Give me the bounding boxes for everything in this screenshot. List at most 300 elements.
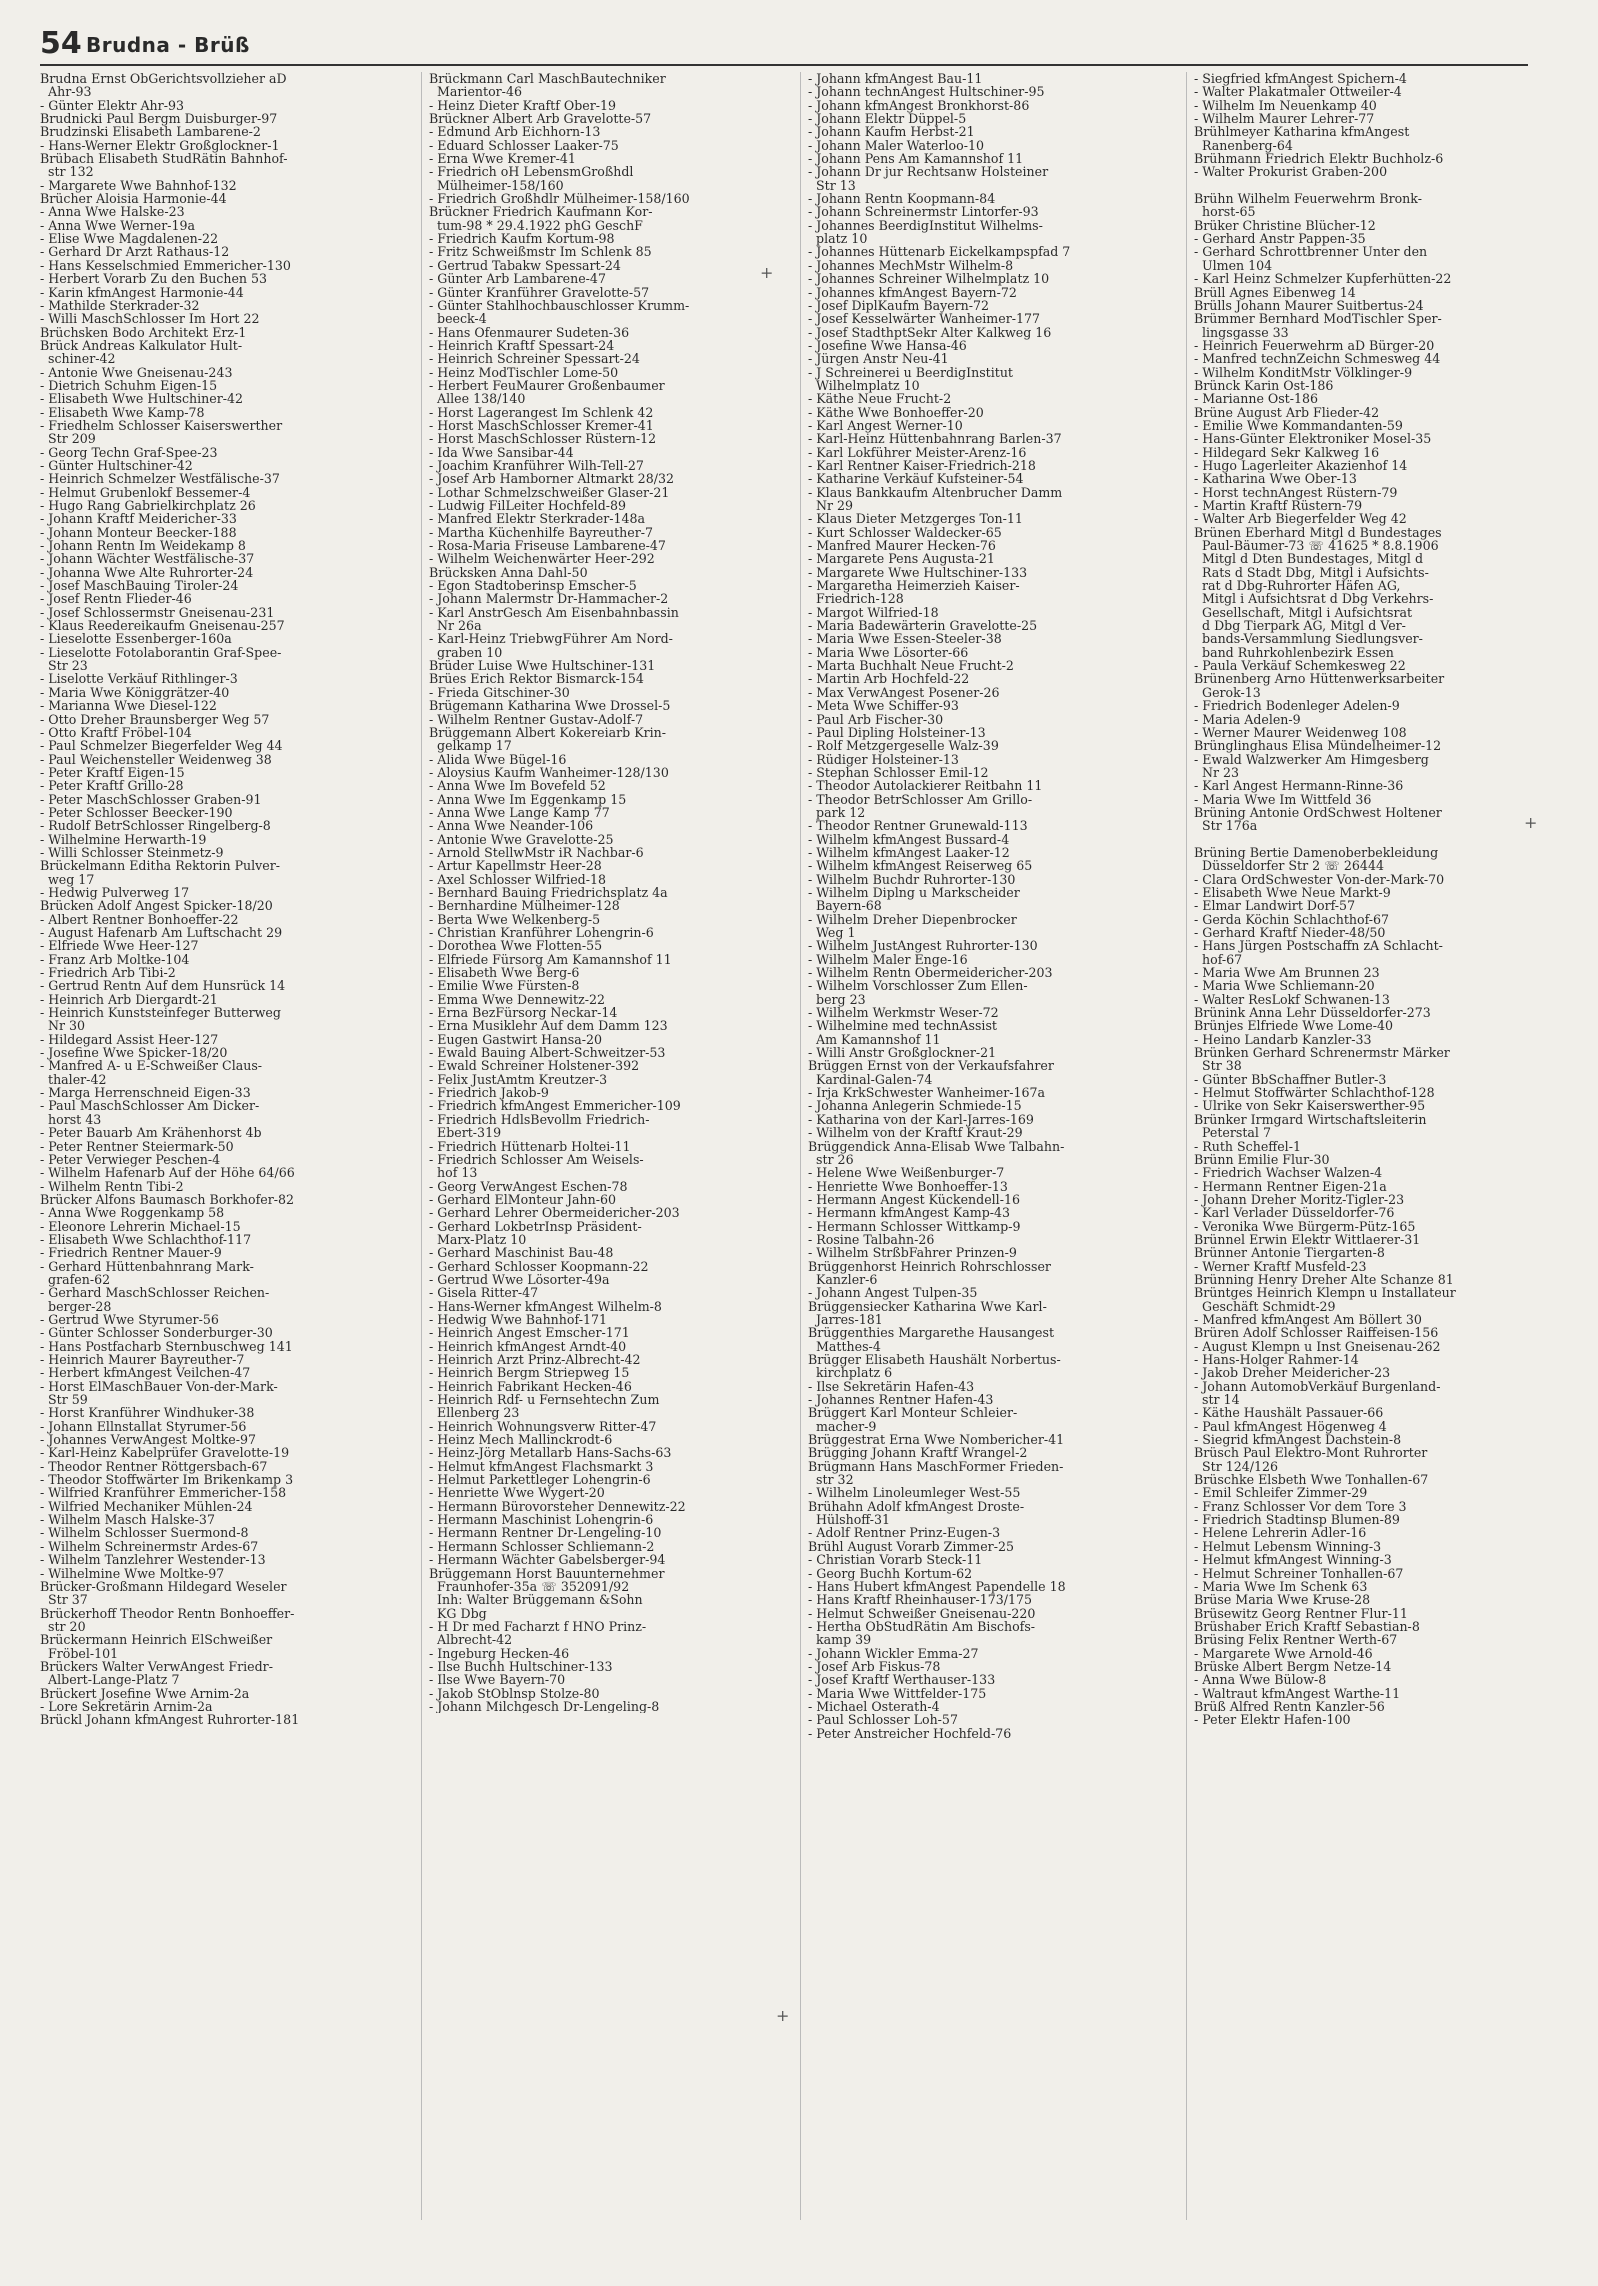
directory-entry: - Lore Sekretärin Arnim-2a (40, 1698, 213, 1714)
directory-entry: Brünink Anna Lehr Düsseldorfer-273 (1194, 1005, 1431, 1021)
directory-entry: Rats d Stadt Dbg, Mitgl i Aufsichts- (1194, 564, 1429, 580)
directory-entry: - Günter Elektr Ahr-93 (40, 97, 184, 113)
directory-entry: Wilhelmplatz 10 (808, 377, 920, 393)
page-number: 54 (40, 26, 82, 61)
directory-entry: - Karl Verlader Düsseldorfer-76 (1194, 1205, 1395, 1221)
directory-entry: - Anna Wwe Im Bovefeld 52 (429, 778, 606, 794)
directory-entry: - Walter ResLokf Schwanen-13 (1194, 991, 1390, 1007)
directory-entry: - Margarete Pens Augusta-21 (808, 551, 995, 567)
directory-entry: - Helmut Schweißer Gneisenau-220 (808, 1605, 1036, 1621)
directory-entry: - Martha Küchenhilfe Bayreuther-7 (429, 524, 653, 540)
directory-entry: Brüning Bertie Damenoberbekleidung (1194, 844, 1439, 860)
directory-entry: - Heinrich Schmelzer Westfälische-37 (40, 471, 280, 487)
directory-entry: - Helmut kfmAngest Winning-3 (1194, 1552, 1392, 1568)
directory-entry: - Hans-Holger Rahmer-14 (1194, 1352, 1359, 1367)
directory-entry: - Manfred technZeichn Schmesweg 44 (1194, 351, 1441, 367)
directory-entry: Brüsewitz Georg Rentner Flur-11 (1194, 1605, 1408, 1621)
directory-entry: Brünnel Erwin Elektr Wittlaerer-31 (1194, 1231, 1421, 1247)
directory-entry: - Paula Verkäuf Schemkesweg 22 (1194, 658, 1406, 674)
directory-entry: - Meta Wwe Schiffer-93 (808, 698, 959, 714)
plus-mark: + (776, 2006, 790, 2025)
directory-entry: - Walter Prokurist Graben-200 (1194, 164, 1388, 180)
directory-entry: - Manfred Elektr Sterkrader-148a (429, 511, 646, 527)
directory-entry: Nr 23 (1194, 764, 1240, 780)
directory-entry: Marx-Platz 10 (429, 1231, 527, 1247)
directory-entry: berger-28 (40, 1298, 112, 1314)
directory-entry: - Maria Wwe Wittfelder-175 (808, 1685, 987, 1701)
directory-entry: - Friedrich kfmAngest Emmericher-109 (429, 1098, 681, 1114)
directory-entry: - Artur Kapellmstr Heer-28 (429, 858, 602, 874)
directory-entry: - Heinrich Bergm Striepweg 15 (429, 1365, 630, 1381)
directory-entry: - Georg Buchh Kortum-62 (808, 1565, 973, 1581)
directory-entry: - Marianne Ost-186 (1194, 391, 1319, 407)
directory-entry: - Maria Wwe Essen-Steeler-38 (808, 631, 1002, 647)
directory-entry: - Johannes VerwAngest Moltke-97 (40, 1432, 257, 1448)
directory-entry: - Johann technAngest Hultschiner-95 (808, 84, 1045, 100)
directory-entry: - Lieselotte Fotolaborantin Graf-Spee- (40, 644, 282, 660)
directory-entry: - Manfred Maurer Hecken-76 (808, 538, 996, 554)
directory-entry: - Johann Angest Tulpen-35 (808, 1285, 978, 1301)
directory-entry: - Johann Ellnstallat Styrumer-56 (40, 1418, 247, 1434)
directory-entry: Peterstal 7 (1194, 1125, 1271, 1141)
directory-entry: - Gerhard Anstr Pappen-35 (1194, 231, 1366, 247)
directory-entry: Matthes-4 (808, 1338, 881, 1354)
directory-entry: Nr 26a (429, 618, 482, 634)
directory-entry: Brücken Adolf Angest Spicker-18/20 (40, 898, 273, 914)
directory-entry: tum-98 * 29.4.1922 phG GeschF (429, 217, 643, 233)
directory-entry: - Dietrich Schuhm Eigen-15 (40, 377, 218, 393)
directory-entry: - Friedrich HdlsBevollm Friedrich- (429, 1111, 650, 1127)
directory-entry: Brüggemann Albert Kokereiarb Krin- (429, 724, 667, 740)
directory-entry: str 20 (40, 1618, 86, 1634)
directory-entry: - Josef DiplKaufm Bayern-72 (808, 297, 990, 313)
directory-entry: - Heinrich Angest Emscher-171 (429, 1325, 630, 1341)
directory-entry: - Josef Rentn Flieder-46 (40, 591, 192, 607)
directory-entry: Str 176a (1194, 818, 1258, 834)
directory-entry: - Heinz-Jörg Metallarb Hans-Sachs-63 (429, 1445, 672, 1461)
directory-entry: - Paul Weichensteller Weidenweg 38 (40, 751, 272, 767)
directory-entry: - Heinrich Kunststeinfeger Butterweg (40, 1005, 281, 1021)
directory-entry: - Paul Schlosser Loh-57 (808, 1712, 958, 1728)
directory-entry: - Wilhelm kfmAngest Laaker-12 (808, 844, 1010, 860)
directory-entry: - Johann Milchgesch Dr-Lengeling-8 (429, 1698, 660, 1714)
directory-entry: Brüne August Arb Flieder-42 (1194, 404, 1380, 420)
directory-entry: - Gertrud Tabakw Spessart-24 (429, 257, 621, 273)
directory-entry: - Heinrich kfmAngest Arndt-40 (429, 1338, 627, 1354)
directory-entry: - Josefine Wwe Hansa-46 (808, 337, 967, 353)
directory-entry: - Anna Wwe Im Eggenkamp 15 (429, 791, 627, 807)
directory-entry: Ellenberg 23 (429, 1405, 520, 1421)
directory-entry: Brünjes Elfriede Wwe Lome-40 (1194, 1018, 1394, 1034)
directory-entry: - Henriette Wwe Wygert-20 (429, 1485, 605, 1501)
column-divider (800, 72, 801, 2220)
directory-entry: - Johann Rentn Koopmann-84 (808, 191, 996, 207)
directory-entry: - Wilhelm Masch Halske-37 (40, 1512, 215, 1528)
directory-entry: Brüggestrat Erna Wwe Nombericher-41 (808, 1432, 1065, 1448)
directory-entry: - Siegrid kfmAngest Dachstein-8 (1194, 1432, 1402, 1448)
directory-entry: - Rosine Talbahn-26 (808, 1231, 935, 1247)
directory-entry: - Wilhelm von der Kraftf Kraut-29 (808, 1125, 1023, 1141)
directory-entry: - Hermann Bürovorsteher Dennewitz-22 (429, 1498, 686, 1514)
directory-entry: - Ilse Wwe Bayern-70 (429, 1672, 566, 1688)
directory-entry: Brückermann Heinrich ElSchweißer (40, 1632, 273, 1648)
directory-entry: - Axel Schlosser Wilfried-18 (429, 871, 607, 887)
directory-entry: - Elfriede Fürsorg Am Kamannshof 11 (429, 951, 672, 967)
directory-entry: - Heinz Mech Mallinckrodt-6 (429, 1432, 613, 1448)
directory-entry: Brühn Wilhelm Feuerwehrm Bronk- (1194, 191, 1422, 207)
plus-mark: + (760, 263, 774, 282)
directory-entry: - Ida Wwe Sansibar-44 (429, 444, 574, 460)
directory-entry: Brünner Antonie Tiergarten-8 (1194, 1245, 1385, 1261)
directory-entry: - Helmut Grubenlokf Bessemer-4 (40, 484, 251, 500)
directory-entry: Brühl August Vorarb Zimmer-25 (808, 1538, 1014, 1554)
directory-entry: - Hans Kraftf Rheinhauser-173/175 (808, 1592, 1033, 1608)
directory-entry: - Friedrich oH LebensmGroßhdl (429, 164, 634, 180)
directory-entry: Brücksken Anna Dahl-50 (429, 564, 588, 580)
directory-entry: Brüll Agnes Eibenweg 14 (1194, 284, 1356, 300)
directory-entry: - Wilhelm Rentn Tibi-2 (40, 1178, 184, 1194)
directory-entry: Brüder Luise Wwe Hultschiner-131 (429, 658, 656, 674)
directory-entry: - Wilhelm Tanzlehrer Westender-13 (40, 1552, 266, 1568)
directory-entry: - Heinrich Schreiner Spessart-24 (429, 351, 640, 367)
directory-entry: Brühahn Adolf kfmAngest Droste- (808, 1498, 1025, 1514)
directory-entry: - Friedrich Großhdlr Mülheimer-158/160 (429, 191, 690, 207)
directory-entry: park 12 (808, 804, 866, 820)
directory-entry: - Hildegard Assist Heer-127 (40, 1031, 219, 1047)
directory-entry: - Maria Wwe Lösorter-66 (808, 644, 969, 660)
directory-entry: - Johann Elektr Düppel-5 (808, 111, 967, 127)
directory-entry: Gesellschaft, Mitgl i Aufsichtsrat (1194, 604, 1413, 620)
directory-entry: - Ruth Scheffel-1 (1194, 1138, 1301, 1154)
directory-entry: - Helene Lehrerin Adler-16 (1194, 1525, 1367, 1541)
directory-entry: - Clara OrdSchwester Von-der-Mark-70 (1194, 871, 1445, 887)
directory-entry: - Wilhelm Rentn Obermeidericher-203 (808, 965, 1053, 981)
directory-entry: - Elisabeth Wwe Kamp-78 (40, 404, 205, 420)
directory-entry: - Herbert kfmAngest Veilchen-47 (40, 1365, 251, 1381)
directory-entry: - Wilhelm JustAngest Ruhrorter-130 (808, 938, 1038, 954)
directory-entry: - Friedrich Wachser Walzen-4 (1194, 1165, 1383, 1181)
directory-entry: - Friedhelm Schlosser Kaiserswerther (40, 417, 283, 433)
directory-entry: - Käthe Haushält Passauer-66 (1194, 1405, 1384, 1421)
directory-entry: - Rüdiger Holsteiner-13 (808, 751, 959, 767)
directory-entry: graben 10 (429, 644, 503, 660)
directory-entry: - Karin kfmAngest Harmonie-44 (40, 284, 244, 300)
directory-entry: gelkamp 17 (429, 738, 512, 754)
directory-entry: - Katharine Verkäuf Kufsteiner-54 (808, 471, 1024, 487)
directory-entry: Brünn Emilie Flur-30 (1194, 1151, 1330, 1167)
directory-entry: - Wilhelm Im Neuenkamp 40 (1194, 97, 1377, 113)
directory-entry: - Karl Lokführer Meister-Arenz-16 (808, 444, 1027, 460)
directory-entry: horst 43 (40, 1111, 102, 1127)
directory-entry: d Dbg Tierpark AG, Mitgl d Ver- (1194, 618, 1406, 634)
directory-entry: - Johannes kfmAngest Bayern-72 (808, 284, 1017, 300)
directory-entry: - Hermann Rentner Dr-Lengeling-10 (429, 1525, 662, 1541)
directory-entry: - Ingeburg Hecken-46 (429, 1645, 570, 1661)
directory-entry: Brücher Aloisia Harmonie-44 (40, 191, 227, 207)
directory-entry: - Helene Wwe Weißenburger-7 (808, 1165, 1005, 1181)
directory-entry: - Hans Jürgen Postschaffn zA Schlacht- (1194, 938, 1443, 954)
directory-entry: - Hans-Günter Elektroniker Mosel-35 (1194, 431, 1432, 447)
directory-entry: - Jakob StOblnsp Stolze-80 (429, 1685, 600, 1701)
directory-entry: Str 38 (1194, 1058, 1242, 1074)
directory-entry: - Walter Arb Biegerfelder Weg 42 (1194, 511, 1407, 527)
directory-entry: thaler-42 (40, 1071, 107, 1087)
directory-entry: - Johanna Anlegerin Schmiede-15 (808, 1098, 1022, 1114)
directory-entry: Brückert Josefine Wwe Arnim-2a (40, 1685, 250, 1701)
directory-entry: Ranenberg-64 (1194, 137, 1293, 153)
directory-entry: - Wilhelm Weichenwärter Heer-292 (429, 551, 655, 567)
directory-entry: - Johann Kaufm Herbst-21 (808, 124, 975, 140)
directory-column-4 (1194, 72, 1562, 1727)
directory-entry: - Heinrich Feuerwehrm aD Bürger-20 (1194, 337, 1435, 353)
directory-entry: - Wilhelm kfmAngest Bussard-4 (808, 831, 1010, 847)
directory-entry: Gerok-13 (1194, 684, 1261, 700)
directory-entry: - Günter Kranführer Gravelotte-57 (429, 284, 650, 300)
directory-entry: Brülls Johann Maurer Suitbertus-24 (1194, 297, 1424, 313)
directory-entry: - Ludwig FilLeiter Hochfeld-89 (429, 498, 627, 513)
directory-entry: - Willi Schlosser Steinmetz-9 (40, 844, 224, 860)
directory-entry: - Gerhard Hüttenbahnrang Mark- (40, 1258, 254, 1274)
directory-entry: Mitgl i Aufsichtsrat d Dbg Verkehrs- (1194, 591, 1434, 607)
directory-entry: - Antonie Wwe Gravelotte-25 (429, 831, 614, 847)
directory-entry: - Werner Maurer Weidenweg 108 (1194, 724, 1407, 740)
directory-entry: - Hans Postfacharb Sternbuschweg 141 (40, 1338, 293, 1354)
directory-entry: - Karl-Heinz Kabelprüfer Gravelotte-19 (40, 1445, 290, 1461)
directory-entry: - Hugo Rang Gabrielkirchplatz 26 (40, 498, 256, 513)
directory-entry: - Johann Pens Am Kamannshof 11 (808, 151, 1024, 167)
directory-entry: - Ilse Buchh Hultschiner-133 (429, 1658, 613, 1674)
directory-entry: platz 10 (808, 231, 868, 247)
directory-entry: - Elise Wwe Magdalenen-22 (40, 231, 219, 247)
directory-entry: - Johannes Schreiner Wilhelmplatz 10 (808, 271, 1050, 287)
directory-entry: - Bernhard Bauing Friedrichsplatz 4a (429, 884, 668, 900)
directory-entry: - Johann Wickler Emma-27 (808, 1645, 979, 1661)
directory-entry: Fröbel-101 (40, 1645, 119, 1661)
directory-entry: Ahr-93 (40, 84, 92, 100)
directory-entry: KG Dbg (429, 1605, 487, 1621)
directory-entry: - Johannes Rentner Hafen-43 (808, 1392, 994, 1408)
directory-entry (1194, 179, 1562, 192)
directory-entry: - Maria Adelen-9 (1194, 711, 1301, 727)
directory-entry: schiner-42 (40, 351, 116, 367)
directory-entry: - Margot Wilfried-18 (808, 604, 939, 620)
directory-entry: - Gertrud Wwe Lösorter-49a (429, 1271, 610, 1287)
directory-entry: - Johannes Hüttenarb Eickelkampspfad 7 (808, 244, 1071, 260)
directory-entry: Str 37 (40, 1592, 88, 1608)
directory-entry: Str 209 (40, 431, 96, 447)
directory-entry: - Martin Arb Hochfeld-22 (808, 671, 970, 687)
directory-entry: - Heinrich Rdf- u Fernsehtechn Zum (429, 1392, 660, 1408)
directory-entry: - Heinrich Fabrikant Hecken-46 (429, 1378, 632, 1394)
directory-entry: - Gisela Ritter-47 (429, 1285, 539, 1301)
directory-entry: - Ilse Sekretärin Hafen-43 (808, 1378, 975, 1394)
directory-entry: - Wilhelm Diplng u Markscheider (808, 884, 1020, 900)
directory-entry: macher-9 (808, 1418, 877, 1434)
directory-entry: - Gertrud Rentn Auf dem Hunsrück 14 (40, 978, 286, 994)
directory-entry: Nr 30 (40, 1018, 86, 1034)
directory-entry: grafen-62 (40, 1271, 111, 1287)
directory-entry: - Christian Vorarb Steck-11 (808, 1552, 983, 1568)
directory-entry: - Peter Bauarb Am Krähenhorst 4b (40, 1125, 262, 1141)
directory-entry: - Peter Rentner Steiermark-50 (40, 1138, 234, 1154)
directory-entry: - Henriette Wwe Bonhoeffer-13 (808, 1178, 1008, 1194)
directory-entry: - Horst MaschSchlosser Kremer-41 (429, 417, 654, 433)
directory-entry: Brückner Friedrich Kaufmann Kor- (429, 204, 653, 220)
directory-entry: - Manfred A- u E-Schweißer Claus- (40, 1058, 263, 1074)
directory-column-1 (40, 72, 408, 1727)
directory-entry: - Hildegard Sekr Kalkweg 16 (1194, 444, 1380, 460)
directory-entry: bands-Versammlung Siedlungsver- (1194, 631, 1423, 647)
directory-entry: - Ewald Schreiner Holstener-392 (429, 1058, 640, 1074)
directory-entry: Kanzler-6 (808, 1271, 878, 1287)
directory-entry: - Erna BezFürsorg Neckar-14 (429, 1005, 618, 1021)
directory-entry: - Wilhelm kfmAngest Reiserweg 65 (808, 858, 1033, 874)
directory-entry: - Elmar Landwirt Dorf-57 (1194, 898, 1356, 914)
directory-entry: - Josef Arb Hamborner Altmarkt 28/32 (429, 471, 674, 487)
directory-entry: Geschäft Schmidt-29 (1194, 1298, 1336, 1314)
directory-entry: - Heinrich Wohnungsverw Ritter-47 (429, 1418, 657, 1434)
directory-entry: - Marianna Wwe Diesel-122 (40, 698, 217, 714)
directory-entry: - Paul Arb Fischer-30 (808, 711, 944, 727)
directory-entry: - Peter Kraftf Eigen-15 (40, 764, 185, 780)
directory-entry: - Karl AnstrGesch Am Eisenbahnbassin (429, 604, 679, 620)
directory-entry: - Günter BbSchaffner Butler-3 (1194, 1071, 1387, 1087)
directory-entry: - Kurt Schlosser Waldecker-65 (808, 524, 1002, 540)
directory-entry: - Maria Wwe Im Schenk 63 (1194, 1578, 1368, 1594)
directory-entry: - Wilhelm Dreher Diepenbrocker (808, 911, 1017, 927)
directory-entry (1194, 833, 1562, 846)
directory-entry: - Anna Wwe Roggenkamp 58 (40, 1205, 225, 1221)
directory-entry: - Friedrich Hüttenarb Holtei-11 (429, 1138, 631, 1154)
directory-entry: - Theodor Rentner Röttgersbach-67 (40, 1458, 268, 1474)
directory-entry: - Hans Ofenmaurer Sudeten-36 (429, 324, 630, 340)
directory-entry: - Erna Wwe Kremer-41 (429, 151, 576, 167)
directory-entry: - Egon Stadtoberinsp Emscher-5 (429, 578, 637, 594)
directory-entry: Brüske Albert Bergm Netze-14 (1194, 1658, 1392, 1674)
directory-entry: Brüggensiecker Katharina Wwe Karl- (808, 1298, 1047, 1314)
directory-entry: Brudnicki Paul Bergm Duisburger-97 (40, 111, 278, 127)
directory-entry: Brünen Eberhard Mitgl d Bundestages (1194, 524, 1442, 540)
directory-entry: Marientor-46 (429, 84, 522, 100)
directory-entry: - Ewald Bauing Albert-Schweitzer-53 (429, 1045, 666, 1061)
directory-entry: - Josef Kesselwärter Wanheimer-177 (808, 311, 1041, 327)
directory-entry: - Gerda Köchin Schlachthof-67 (1194, 911, 1390, 927)
directory-entry: - Georg Techn Graf-Spee-23 (40, 444, 218, 460)
directory-entry: Brünck Karin Ost-186 (1194, 377, 1334, 393)
directory-entry: - Marga Herrenschneid Eigen-33 (40, 1085, 251, 1101)
directory-entry: - Johann AutomobVerkäuf Burgenland- (1194, 1378, 1441, 1394)
directory-entry: - Karl Heinz Schmelzer Kupferhütten-22 (1194, 271, 1452, 287)
directory-entry: Brüse Maria Wwe Kruse-28 (1194, 1592, 1371, 1608)
column-divider (1186, 72, 1187, 2220)
directory-entry: Brünken Gerhard Schrenermstr Märker (1194, 1045, 1450, 1061)
directory-entry: - Hugo Lagerleiter Akazienhof 14 (1194, 457, 1408, 473)
directory-entry: - Heinrich Kraftf Spessart-24 (429, 337, 615, 353)
directory-entry: - Wilhelmine Herwarth-19 (40, 831, 207, 847)
directory-entry: - Klaus Dieter Metzgerges Ton-11 (808, 511, 1023, 527)
directory-entry: - Franz Schlosser Vor dem Tore 3 (1194, 1498, 1407, 1514)
directory-entry: - Willi Anstr Großglockner-21 (808, 1045, 997, 1061)
directory-entry: - Günter Stahlhochbauschlosser Krumm- (429, 297, 690, 313)
directory-entry: Str 23 (40, 658, 88, 674)
directory-entry: - Aloysius Kaufm Wanheimer-128/130 (429, 764, 669, 780)
directory-entry: - Hermann Maschinist Lohengrin-6 (429, 1512, 654, 1528)
directory-entry: - Hermann Schlosser Schliemann-2 (429, 1538, 655, 1554)
directory-entry: - Käthe Wwe Bonhoeffer-20 (808, 404, 984, 420)
directory-entry: - Johannes MechMstr Wilhelm-8 (808, 257, 1014, 273)
directory-entry: - Helmut Lebensm Winning-3 (1194, 1538, 1382, 1554)
directory-entry: - Wilhelm Maler Enge-16 (808, 951, 968, 967)
directory-entry: - Heinrich Maurer Bayreuther-7 (40, 1352, 245, 1367)
directory-entry: Brüker Christine Blücher-12 (1194, 217, 1376, 233)
directory-entry: - Friedrich Schlosser Am Weisels- (429, 1151, 644, 1167)
directory-entry: - Anna Wwe Neander-106 (429, 818, 594, 834)
directory-entry: - Hermann Rentner Eigen-21a (1194, 1178, 1387, 1194)
directory-entry: - Josefine Wwe Spicker-18/20 (40, 1045, 228, 1061)
directory-entry: Brüschke Elsbeth Wwe Tonhallen-67 (1194, 1472, 1429, 1488)
directory-entry: - Jürgen Anstr Neu-41 (808, 351, 949, 367)
directory-entry: Brünglinghaus Elisa Mündelheimer-12 (1194, 738, 1442, 754)
directory-entry: - Wilhelmine Wwe Moltke-97 (40, 1565, 225, 1581)
directory-entry: - Peter MaschSchlosser Graben-91 (40, 791, 262, 807)
directory-entry: kamp 39 (808, 1632, 872, 1648)
directory-entry: - Antonie Wwe Gneisenau-243 (40, 364, 233, 380)
directory-entry: - Heino Landarb Kanzler-33 (1194, 1031, 1372, 1047)
directory-entry: - Anna Wwe Lange Kamp 77 (429, 804, 610, 820)
directory-entry: - Horst MaschSchlosser Rüstern-12 (429, 431, 657, 447)
directory-entry: - Karl-Heinz Hüttenbahnrang Barlen-37 (808, 431, 1062, 447)
directory-entry: - Otto Kraftf Fröbel-104 (40, 724, 192, 740)
directory-entry: berg 23 (808, 991, 866, 1007)
directory-entry: - Frieda Gitschiner-30 (429, 684, 570, 700)
directory-entry: - Wilhelm Hafenarb Auf der Höhe 64/66 (40, 1165, 295, 1181)
directory-entry: Jarres-181 (808, 1311, 883, 1327)
directory-entry: - Maria Wwe Im Wittfeld 36 (1194, 791, 1372, 807)
directory-entry: Brüren Adolf Schlosser Raiffeisen-156 (1194, 1325, 1439, 1341)
directory-entry: - Bernhardine Mülheimer-128 (429, 898, 620, 914)
directory-entry: - Otto Dreher Braunsberger Weg 57 (40, 711, 270, 727)
directory-entry: - Dorothea Wwe Flotten-55 (429, 938, 603, 954)
directory-entry: band Ruhrkohlenbezirk Essen (1194, 644, 1394, 660)
directory-entry: - Wilfried Mechaniker Mühlen-24 (40, 1498, 253, 1514)
directory-entry: - Emma Wwe Dennewitz-22 (429, 991, 606, 1007)
directory-entry: Brückerhoff Theodor Rentn Bonhoeffer- (40, 1605, 295, 1621)
directory-entry: str 26 (808, 1151, 854, 1167)
directory-entry: - Gerhard Schlosser Koopmann-22 (429, 1258, 649, 1274)
directory-entry: - Horst Kranführer Windhuker-38 (40, 1405, 255, 1421)
directory-entry: - Wilhelm Schreinermstr Ardes-67 (40, 1538, 259, 1554)
directory-entry: - Eleonore Lehrerin Michael-15 (40, 1218, 241, 1234)
directory-entry: str 14 (1194, 1392, 1240, 1408)
directory-entry: - Günter Hultschiner-42 (40, 457, 193, 473)
directory-entry: Weg 1 (808, 925, 856, 940)
directory-entry: - Ulrike von Sekr Kaiserswerther-95 (1194, 1098, 1426, 1114)
directory-entry: Brüggemann Horst Bauunternehmer (429, 1565, 665, 1581)
directory-entry: - Josef Arb Fiskus-78 (808, 1658, 941, 1674)
directory-column-2 (429, 72, 797, 1713)
directory-entry: - Karl Angest Hermann-Rinne-36 (1194, 778, 1404, 794)
column-divider (421, 72, 422, 2220)
directory-entry: - Karl Angest Werner-10 (808, 417, 963, 433)
directory-entry: Brüchsken Bodo Architekt Erz-1 (40, 324, 247, 340)
directory-entry: - Albert Rentner Bonhoeffer-22 (40, 911, 239, 927)
directory-entry: Brüggenthies Margarethe Hausangest (808, 1325, 1055, 1341)
directory-entry: - Peter Anstreicher Hochfeld-76 (808, 1725, 1012, 1740)
directory-entry: - Veronika Wwe Bürgerm-Pütz-165 (1194, 1218, 1416, 1234)
directory-entry: - Wilhelm StrßbFahrer Prinzen-9 (808, 1245, 1017, 1261)
directory-entry: - Gerhard ElMonteur Jahn-60 (429, 1191, 617, 1207)
directory-entry: Friedrich-128 (808, 591, 904, 607)
